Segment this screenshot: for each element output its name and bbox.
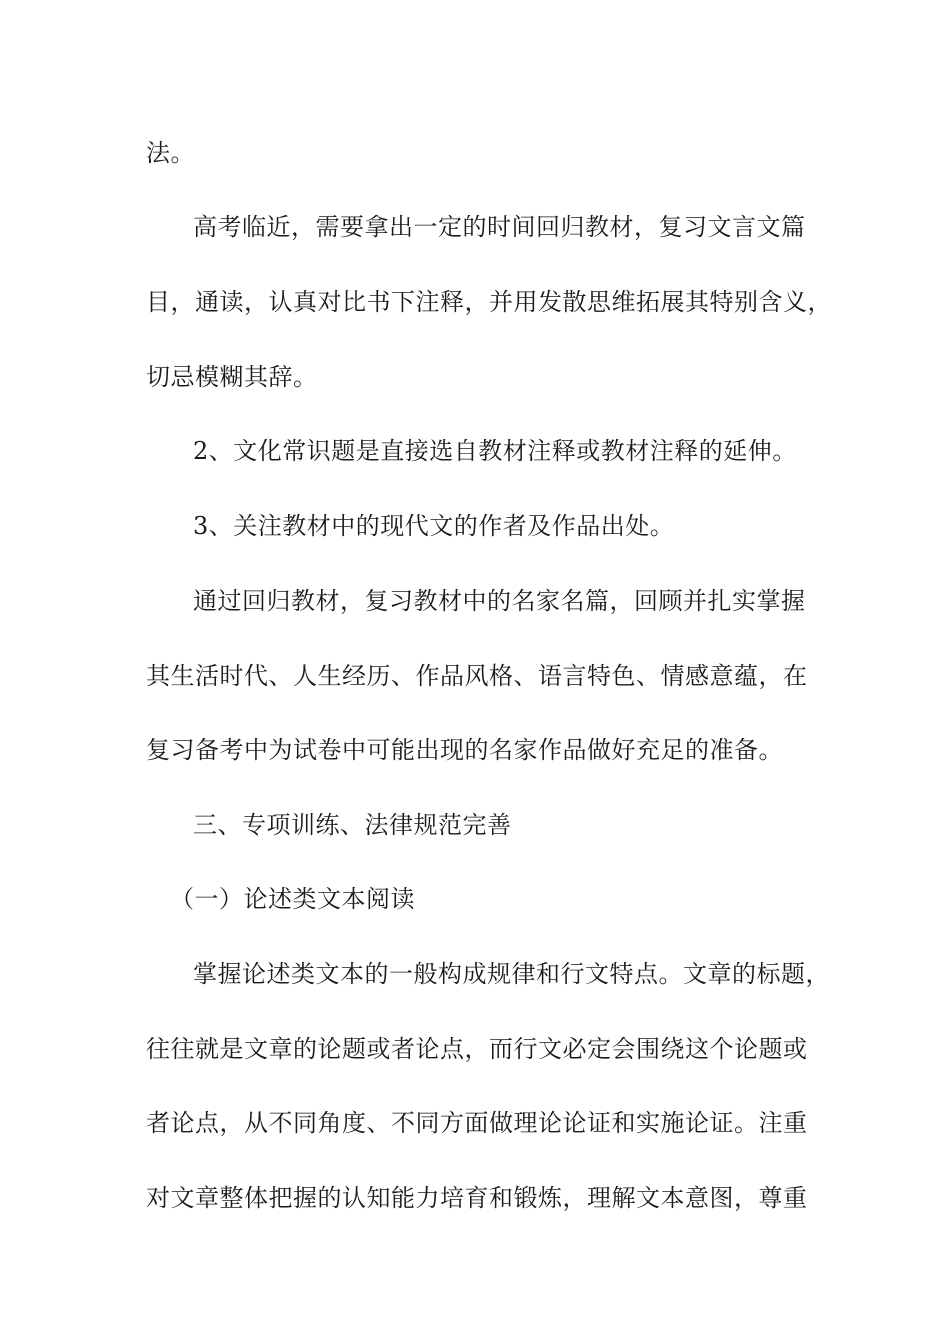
subsection-heading: （一）论述类文本阅读 [170, 885, 415, 913]
section-heading: 三、专项训练、法律规范完善 [193, 811, 512, 839]
paragraph-start: 高考临近，需要拿出一定的时间回归教材，复习文言文篇 [193, 213, 806, 241]
text-line: 其生活时代、人生经历、作品风格、语言特色、情感意蕴，在 [146, 662, 808, 690]
text-line: 切忌模糊其辞。 [146, 363, 318, 391]
text-line: 法。 [146, 139, 195, 167]
text-line: 目，通读，认真对比书下注释，并用发散思维拓展其特别含义， [146, 288, 832, 316]
paragraph-start: 掌握论述类文本的一般构成规律和行文特点。文章的标题， [193, 960, 830, 988]
text-line: 往往就是文章的论题或者论点，而行文必定会围绕这个论题或 [146, 1035, 808, 1063]
list-item: 2、文化常识题是直接选自教材注释或教材注释的延伸。 [193, 437, 797, 465]
text-line: 者论点，从不同角度、不同方面做理论论证和实施论证。注重 [146, 1109, 808, 1137]
paragraph-start: 通过回归教材，复习教材中的名家名篇，回顾并扎实掌握 [193, 587, 806, 615]
text-line: 对文章整体把握的认知能力培育和锻炼，理解文本意图，尊重 [146, 1184, 808, 1212]
list-item: 3、关注教材中的现代文的作者及作品出处。 [193, 512, 675, 540]
text-line: 复习备考中为试卷中可能出现的名家作品做好充足的准备。 [146, 736, 783, 764]
